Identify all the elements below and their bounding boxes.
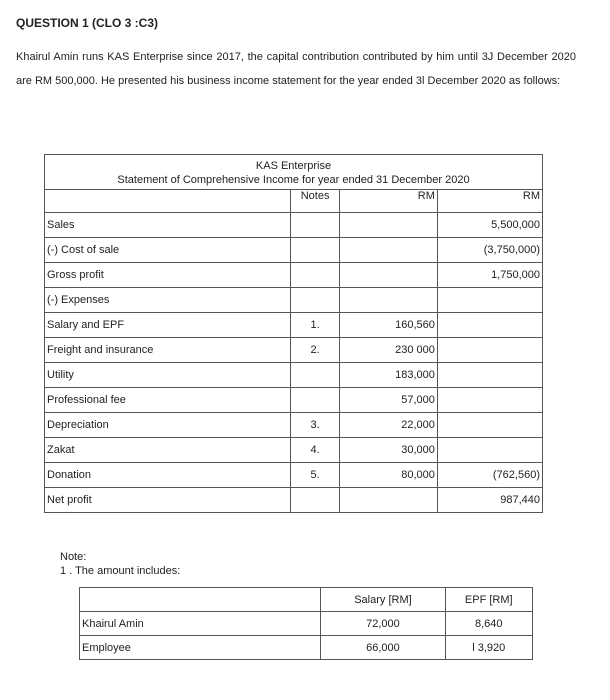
row-total [437, 438, 542, 463]
statement-title: Statement of Comprehensive Income for year ended 31 December 2020 [117, 174, 470, 186]
row-amount [339, 238, 437, 263]
row-amount [339, 213, 437, 238]
row-note [291, 263, 340, 288]
row-amount [339, 288, 437, 313]
table-row [45, 488, 543, 513]
row-total [437, 388, 542, 413]
salary-value: 66,000 [321, 636, 445, 660]
header-rm: RM [339, 190, 437, 213]
sub-header-row [80, 588, 533, 612]
company-name: KAS Enterprise [255, 160, 332, 172]
row-label: (-) Expenses [45, 288, 291, 313]
question-title: QUESTION 1 (CLO 3 :C3) [16, 16, 159, 30]
row-note [291, 388, 340, 413]
column-header-row [45, 190, 543, 213]
row-note: 1. [291, 313, 340, 338]
person-name: Employee [80, 636, 321, 660]
row-note: 3. [291, 413, 340, 438]
statement-title-cell [45, 155, 543, 190]
header-rm-total: RM [437, 190, 542, 213]
row-amount: 57,000 [339, 388, 437, 413]
table-row [45, 263, 543, 288]
row-amount [339, 263, 437, 288]
salary-epf-table [79, 587, 533, 660]
row-note [291, 213, 340, 238]
header-cell [80, 588, 321, 612]
row-label: Depreciation [45, 413, 291, 438]
income-statement-table [44, 154, 543, 513]
header-cell [45, 190, 291, 213]
row-note [291, 363, 340, 388]
table-row [45, 388, 543, 413]
epf-value: 8,640 [445, 612, 533, 636]
row-label: Gross profit [45, 263, 291, 288]
row-note [291, 238, 340, 263]
row-total: 987,440 [437, 488, 542, 513]
row-note: 5. [291, 463, 340, 488]
row-label: Zakat [45, 438, 291, 463]
salary-value: 72,000 [321, 612, 445, 636]
table-row [45, 413, 543, 438]
table-row [45, 338, 543, 363]
table-row [45, 313, 543, 338]
row-amount: 30,000 [339, 438, 437, 463]
row-total [437, 338, 542, 363]
row-note [291, 288, 340, 313]
row-amount [339, 488, 437, 513]
row-label: Net profit [45, 488, 291, 513]
table-row [80, 636, 533, 660]
table-row [45, 363, 543, 388]
row-total: 5,500,000 [437, 213, 542, 238]
note-heading: Note: [60, 551, 87, 563]
row-amount: 22,000 [339, 413, 437, 438]
table-row [45, 213, 543, 238]
row-label: Salary and EPF [45, 313, 291, 338]
table-row [80, 612, 533, 636]
row-total [437, 288, 542, 313]
row-amount: 160,560 [339, 313, 437, 338]
row-label: Freight and insurance [45, 338, 291, 363]
row-label: Donation [45, 463, 291, 488]
row-total: (3,750,000) [437, 238, 542, 263]
row-total [437, 313, 542, 338]
row-note [291, 488, 340, 513]
intro-paragraph: Khairul Amin runs KAS Enterprise since 2017, the capital contribution contributed by him until 3J December 2020 are RM 500,000. He presented his business income statement for the year ended 3l December 2020 as follows: [16, 51, 576, 87]
row-amount: 80,000 [339, 463, 437, 488]
row-amount: 183,000 [339, 363, 437, 388]
table-row [45, 463, 543, 488]
row-label: Utility [45, 363, 291, 388]
row-label: Professional fee [45, 388, 291, 413]
header-epf: EPF [RM] [445, 588, 533, 612]
table-row [45, 238, 543, 263]
epf-value: l 3,920 [445, 636, 533, 660]
header-notes: Notes [291, 190, 340, 213]
row-total [437, 413, 542, 438]
row-note: 4. [291, 438, 340, 463]
note-section [60, 550, 180, 578]
person-name: Khairul Amin [80, 612, 321, 636]
row-label: Sales [45, 213, 291, 238]
row-amount: 230 000 [339, 338, 437, 363]
table-row [45, 438, 543, 463]
table-row [45, 288, 543, 313]
header-salary: Salary [RM] [321, 588, 445, 612]
row-label: (-) Cost of sale [45, 238, 291, 263]
row-total: (762,560) [437, 463, 542, 488]
row-total [437, 363, 542, 388]
row-note: 2. [291, 338, 340, 363]
row-total: 1,750,000 [437, 263, 542, 288]
note-item: 1 . The amount includes: [60, 565, 181, 577]
